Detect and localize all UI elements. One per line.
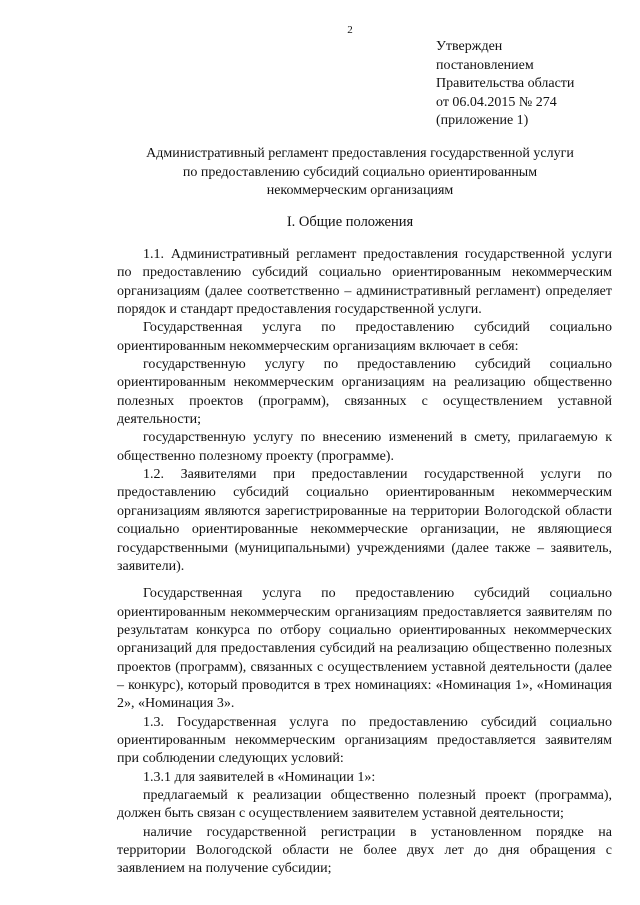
- document-title: [60, 145, 640, 201]
- approval-line: от 06.04.2015 № 274: [436, 94, 557, 110]
- paragraph: государственную услугу по предоставлению субсидий социально ориентированным некоммерческим организациям на реализацию общественно полезных проектов (программ), связанных с осуществлением уставной деятельности;: [117, 357, 612, 428]
- paragraph: наличие государственной регистрации в установленном порядке на территории Вологодской области не более двух лет до дня обращения с заявлением на получение субсидии;: [117, 824, 612, 877]
- paragraph: государственную услугу по внесению изменений в смету, прилагаемую к общественно полезному проекту (программе).: [117, 430, 612, 464]
- paragraph: 1.2. Заявителями при предоставлении государственной услуги по предоставлению субсидий социально ориентированным некоммерческим организациям являются зарегистрированные на территории Вологодской области социально ориентированные некоммерческие организации, не являющиеся государственными (муниципальными) учреждениями (далее также – заявитель, заявители).: [117, 467, 612, 574]
- approval-line: Правительства области: [436, 76, 575, 92]
- paragraph: Государственная услуга по предоставлению субсидий социально ориентированным некоммерческим организациям предоставляется заявителям по результатам конкурса по отбору социально ориентированных некоммерческих организаций для предоставления субсидий на реализацию общественно полезных проектов (программ), связанных с осуществлением уставной деятельности (далее – конкурс), который проводится в трех номинациях: «Номинация 1», «Номинация 2», «Номинация 3».: [117, 586, 612, 712]
- approval-line: (приложение 1): [436, 113, 529, 129]
- title-line: по предоставлению субсидий социально ориентированным: [182, 164, 538, 180]
- document-body: [117, 246, 612, 879]
- paragraph: предлагаемый к реализации общественно полезный проект (программа), должен быть связан с осуществлением заявителем уставной деятельности;: [117, 787, 612, 822]
- page-number: 2: [347, 24, 353, 36]
- paragraph: Государственная услуга по предоставлению субсидий социально ориентированным некоммерческим организациям включает в себя:: [117, 320, 612, 354]
- paragraph: 1.3. Государственная услуга по предоставлению субсидий социально ориентированным некоммерческим организациям предоставляется заявителям при соблюдении следующих условий:: [117, 714, 612, 767]
- title-line: Административный регламент предоставления государственной услуги: [146, 146, 574, 161]
- paragraph: 1.1. Административный регламент предоставления государственной услуги по предоставлению субсидий социально ориентированным некоммерческим организациям (далее соответственно – административный регламент) определяет порядок и стандарт предоставления государственной услуги.: [117, 247, 612, 318]
- approval-stamp: [436, 38, 574, 131]
- approval-line: Утвержден: [436, 39, 503, 54]
- approval-line: постановлением: [436, 57, 534, 73]
- section-heading: I. Общие положения: [286, 214, 414, 230]
- paragraph: 1.3.1 для заявителей в «Номинации 1»:: [143, 769, 376, 785]
- title-line: некоммерческим организациям: [266, 183, 454, 199]
